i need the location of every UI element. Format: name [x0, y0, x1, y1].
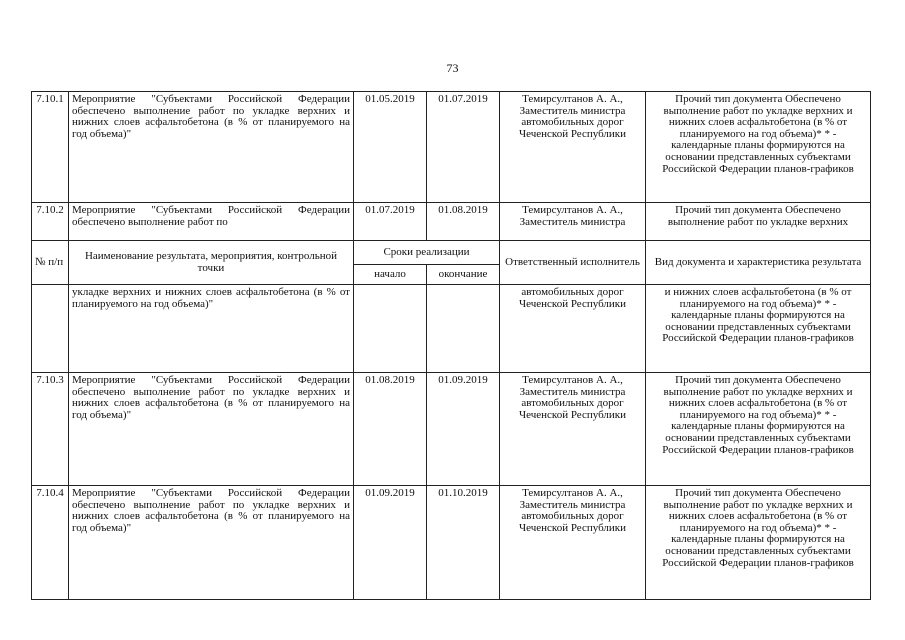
row-name: укладке верхних и нижних слоев асфальтобетона (в % от планируемого на год объема)" [69, 285, 354, 373]
row-number: 7.10.2 [32, 203, 69, 241]
row-responsible: автомобильных дорог Чеченской Республики [500, 285, 646, 373]
row-document: и нижних слоев асфальтобетона (в % от планируемого на год объема)* * - календарные планы формируются на основании представленных субъектами Российской Федерации планов-графиков [646, 285, 871, 373]
table-row [32, 92, 871, 203]
row-start-date [354, 285, 427, 373]
row-responsible: Темирсултанов А. А., Заместитель министра автомобильных дорог Чеченской Республики [500, 373, 646, 486]
header-end: окончание [427, 265, 500, 285]
row-number: 7.10.1 [32, 92, 69, 203]
row-document: Прочий тип документа Обеспечено выполнение работ по укладке верхних [646, 203, 871, 241]
row-start-date: 01.07.2019 [354, 203, 427, 241]
row-document: Прочий тип документа Обеспечено выполнение работ по укладке верхних и нижних слоев асфальтобетона (в % от планируемого на год объема)* * - календарные планы формируются на основании представленных субъектами Российской Федерации планов-графиков [646, 486, 871, 600]
row-name: Мероприятие "Субъектами Российской Федерации обеспечено выполнение работ по [69, 203, 354, 241]
row-end-date: 01.07.2019 [427, 92, 500, 203]
row-start-date: 01.09.2019 [354, 486, 427, 600]
row-responsible: Темирсултанов А. А., Заместитель министра автомобильных дорог Чеченской Республики [500, 92, 646, 203]
page-number: 73 [446, 61, 459, 75]
row-start-date: 01.05.2019 [354, 92, 427, 203]
header-name: Наименование результата, мероприятия, контрольной точки [69, 241, 354, 285]
row-end-date: 01.09.2019 [427, 373, 500, 486]
table-row [32, 285, 871, 373]
header-document: Вид документа и характеристика результата [646, 241, 871, 285]
row-name: Мероприятие "Субъектами Российской Федерации обеспечено выполнение работ по укладке верхних и нижних слоев асфальтобетона (в % от планируемого на год объема)" [69, 92, 354, 203]
row-name: Мероприятие "Субъектами Российской Федерации обеспечено выполнение работ по укладке верхних и нижних слоев асфальтобетона (в % от планируемого на год объема)" [69, 373, 354, 486]
header-dates: Сроки реализации [354, 241, 500, 265]
row-name: Мероприятие "Субъектами Российской Федерации обеспечено выполнение работ по укладке верхних и нижних слоев асфальтобетона (в % от планируемого на год объема)" [69, 486, 354, 600]
row-document: Прочий тип документа Обеспечено выполнение работ по укладке верхних и нижних слоев асфальтобетона (в % от планируемого на год объема)* * - календарные планы формируются на основании представленных субъектами Российской Федерации планов-графиков [646, 373, 871, 486]
row-number: 7.10.3 [32, 373, 69, 486]
row-number [32, 285, 69, 373]
schedule-table [31, 91, 871, 600]
row-responsible: Темирсултанов А. А., Заместитель министра [500, 203, 646, 241]
row-number: 7.10.4 [32, 486, 69, 600]
row-end-date: 01.10.2019 [427, 486, 500, 600]
table-row [32, 203, 871, 241]
row-start-date: 01.08.2019 [354, 373, 427, 486]
table-row [32, 373, 871, 486]
table-header-row [32, 241, 871, 265]
row-end-date [427, 285, 500, 373]
header-start: начало [354, 265, 427, 285]
header-responsible: Ответственный исполнитель [500, 241, 646, 285]
table-row [32, 486, 871, 600]
row-document: Прочий тип документа Обеспечено выполнение работ по укладке верхних и нижних слоев асфальтобетона (в % от планируемого на год объема)* * - календарные планы формируются на основании представленных субъектами Российской Федерации планов-графиков [646, 92, 871, 203]
row-end-date: 01.08.2019 [427, 203, 500, 241]
row-responsible: Темирсултанов А. А., Заместитель министра автомобильных дорог Чеченской Республики [500, 486, 646, 600]
header-num: № п/п [32, 241, 69, 285]
